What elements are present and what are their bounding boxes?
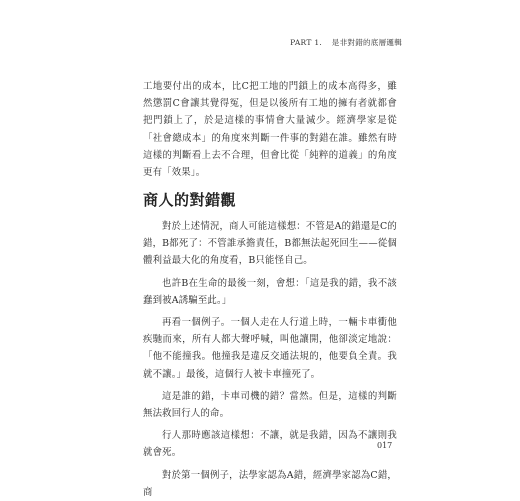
body-paragraph: 對於上述情況，商人可能這樣想：不管是A的錯還是C的錯，B都死了：不管誰承擔責任，B都無法起死回生——從個體利益最大化的角度看，B只能怪自己。 — [143, 221, 397, 267]
running-header — [290, 37, 402, 48]
section-heading: 商人的對錯觀 — [143, 191, 237, 209]
body-paragraph: 這是誰的錯，卡車司機的錯？當然。但是，這樣的判斷無法救回行人的命。 — [143, 390, 397, 420]
chapter-title: 是非對錯的底層邏輯 — [331, 38, 402, 47]
body-paragraph: 行人那時應該這樣想：不讓，就是我錯，因為不讓則我就會死。 — [143, 430, 397, 459]
body-paragraph: 也許B在生命的最後一刻，會想：「這是我的錯，我不該蠢到被A誘騙至此。」 — [143, 277, 397, 306]
intro-text-block — [143, 78, 397, 181]
body-paragraph: 對於第一個例子，法學家認為A錯，經濟學家認為C錯，商 — [143, 469, 397, 498]
body-paragraph: 再看一個例子。一個人走在人行道上時，一輛卡車衝他疾馳而來，所有人都大聲呼喊，叫他讓開，他卻淡定地說：「他不能撞我。他撞我是違反交通法規的，他要負全責。我就不讓。」最後，這個行人被卡車撞死了。 — [143, 317, 397, 380]
section-block — [143, 190, 397, 501]
page-number: 017 — [377, 441, 393, 450]
intro-paragraph: 工地要付出的成本，比C把工地的門鎖上的成本高得多，雖然懲罰C會讓其覺得冤，但是以後所有工地的擁有者就都會把門鎖上了，於是這樣的事情會大量減少。經濟學家是從「社會總成本」的角度來判斷一件事的對錯在誰。雖然有時這樣的判斷看上去不合理，但會比從「純粹的道義」的角度更有「效果」。 — [143, 81, 397, 179]
part-label: PART 1. — [290, 38, 323, 47]
